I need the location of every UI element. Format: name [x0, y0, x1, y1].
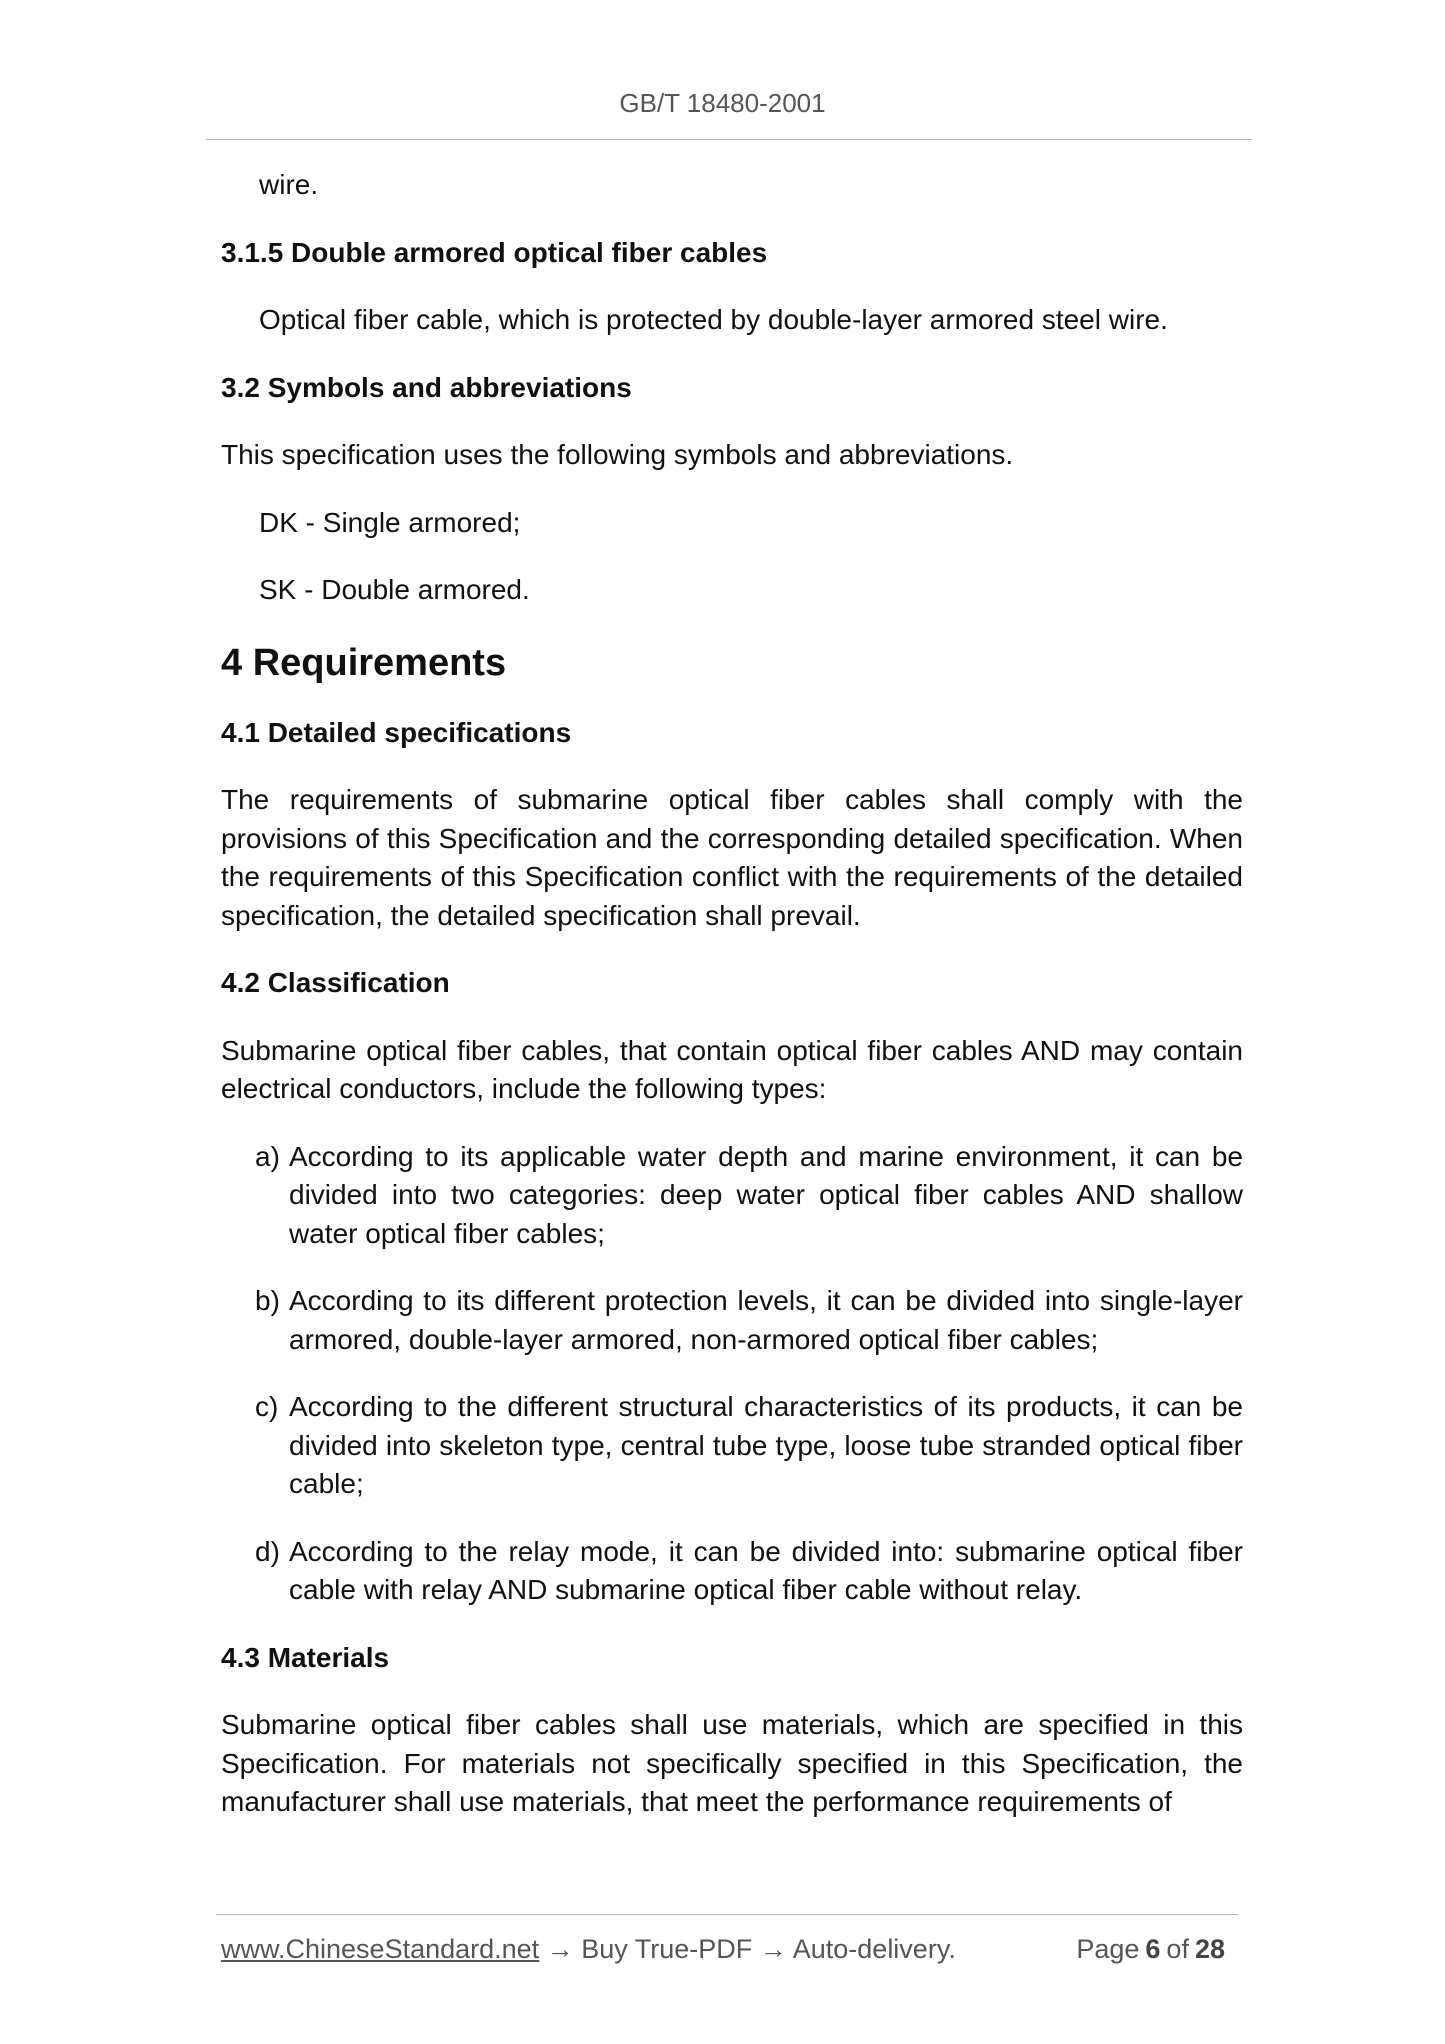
heading-3-2: 3.2 Symbols and abbreviations	[221, 371, 632, 403]
page-header-title: GB/T 18480-2001	[619, 88, 826, 118]
list-text: According to its different protection levels, it can be divided into single-layer armored, double-layer armored, non-armored optical fiber cables;	[289, 1285, 1243, 1355]
list-item-a	[255, 1138, 1243, 1254]
list-item-b	[255, 1282, 1243, 1359]
paragraph-4-2: Submarine optical fiber cables, that contain optical fiber cables AND may contain electrical conductors, include the following types:	[221, 1034, 1243, 1104]
paragraph-wire: wire.	[259, 169, 319, 200]
footer-website-link[interactable]: www.ChineseStandard.net	[221, 1934, 540, 1964]
page-number: 6	[1145, 1934, 1161, 1964]
header-divider	[206, 139, 1252, 140]
heading-3-1-5: 3.1.5 Double armored optical fiber cables	[221, 236, 768, 268]
list-label: d)	[255, 1535, 280, 1567]
heading-4-2: 4.2 Classification	[221, 967, 450, 998]
footer-page-info	[1076, 1934, 1231, 1965]
page-total: 28	[1194, 1934, 1225, 1964]
paragraph-3-1-5: Optical fiber cable, which is protected by double-layer armored steel wire.	[259, 304, 1168, 335]
paragraph-4-3: Submarine optical fiber cables shall use materials, which are specified in this Specification. For materials not specifically specified in this Specification, the manufacturer shall use materials, that meet the performance requirements of	[221, 1709, 1243, 1817]
paragraph-4-1: The requirements of submarine optical fiber cables shall comply with the provisions of this Specification and the corresponding detailed specification. When the requirements of this Specification conflict with the requirements of the detailed specification, the detailed specification shall prevail.	[221, 784, 1243, 931]
list-item-c	[255, 1388, 1243, 1504]
abbreviation-sk: SK - Double armored.	[259, 574, 530, 605]
list-text: According to the different structural characteristics of its products, it can be divided into skeleton type, central tube type, loose tube stranded optical fiber cable;	[289, 1391, 1243, 1499]
heading-4-1: 4.1 Detailed specifications	[221, 716, 572, 748]
footer-left	[221, 1934, 956, 1965]
page-word: Page	[1076, 1934, 1140, 1964]
list-label: a)	[255, 1140, 280, 1172]
list-item-d	[255, 1533, 1243, 1610]
list-label: c)	[255, 1391, 279, 1422]
footer-divider	[216, 1914, 1238, 1915]
heading-4-3: 4.3 Materials	[221, 1641, 390, 1673]
paragraph-3-2: This specification uses the following symbols and abbreviations.	[221, 439, 1014, 470]
heading-4: 4 Requirements	[221, 641, 507, 684]
of-word: of	[1166, 1934, 1189, 1964]
list-text: According to the relay mode, it can be divided into: submarine optical fiber cable with relay AND submarine optical fiber cable without relay.	[289, 1535, 1243, 1605]
list-text: According to its applicable water depth and marine environment, it can be divided into two categories: deep water optical fiber cables AND shallow water optical fiber cables;	[289, 1140, 1243, 1249]
footer-promo-text: → Buy True-PDF → Auto-delivery.	[539, 1934, 956, 1964]
list-label: b)	[255, 1285, 280, 1316]
page-content	[221, 166, 1243, 1822]
abbreviation-dk: DK - Single armored;	[259, 506, 521, 538]
